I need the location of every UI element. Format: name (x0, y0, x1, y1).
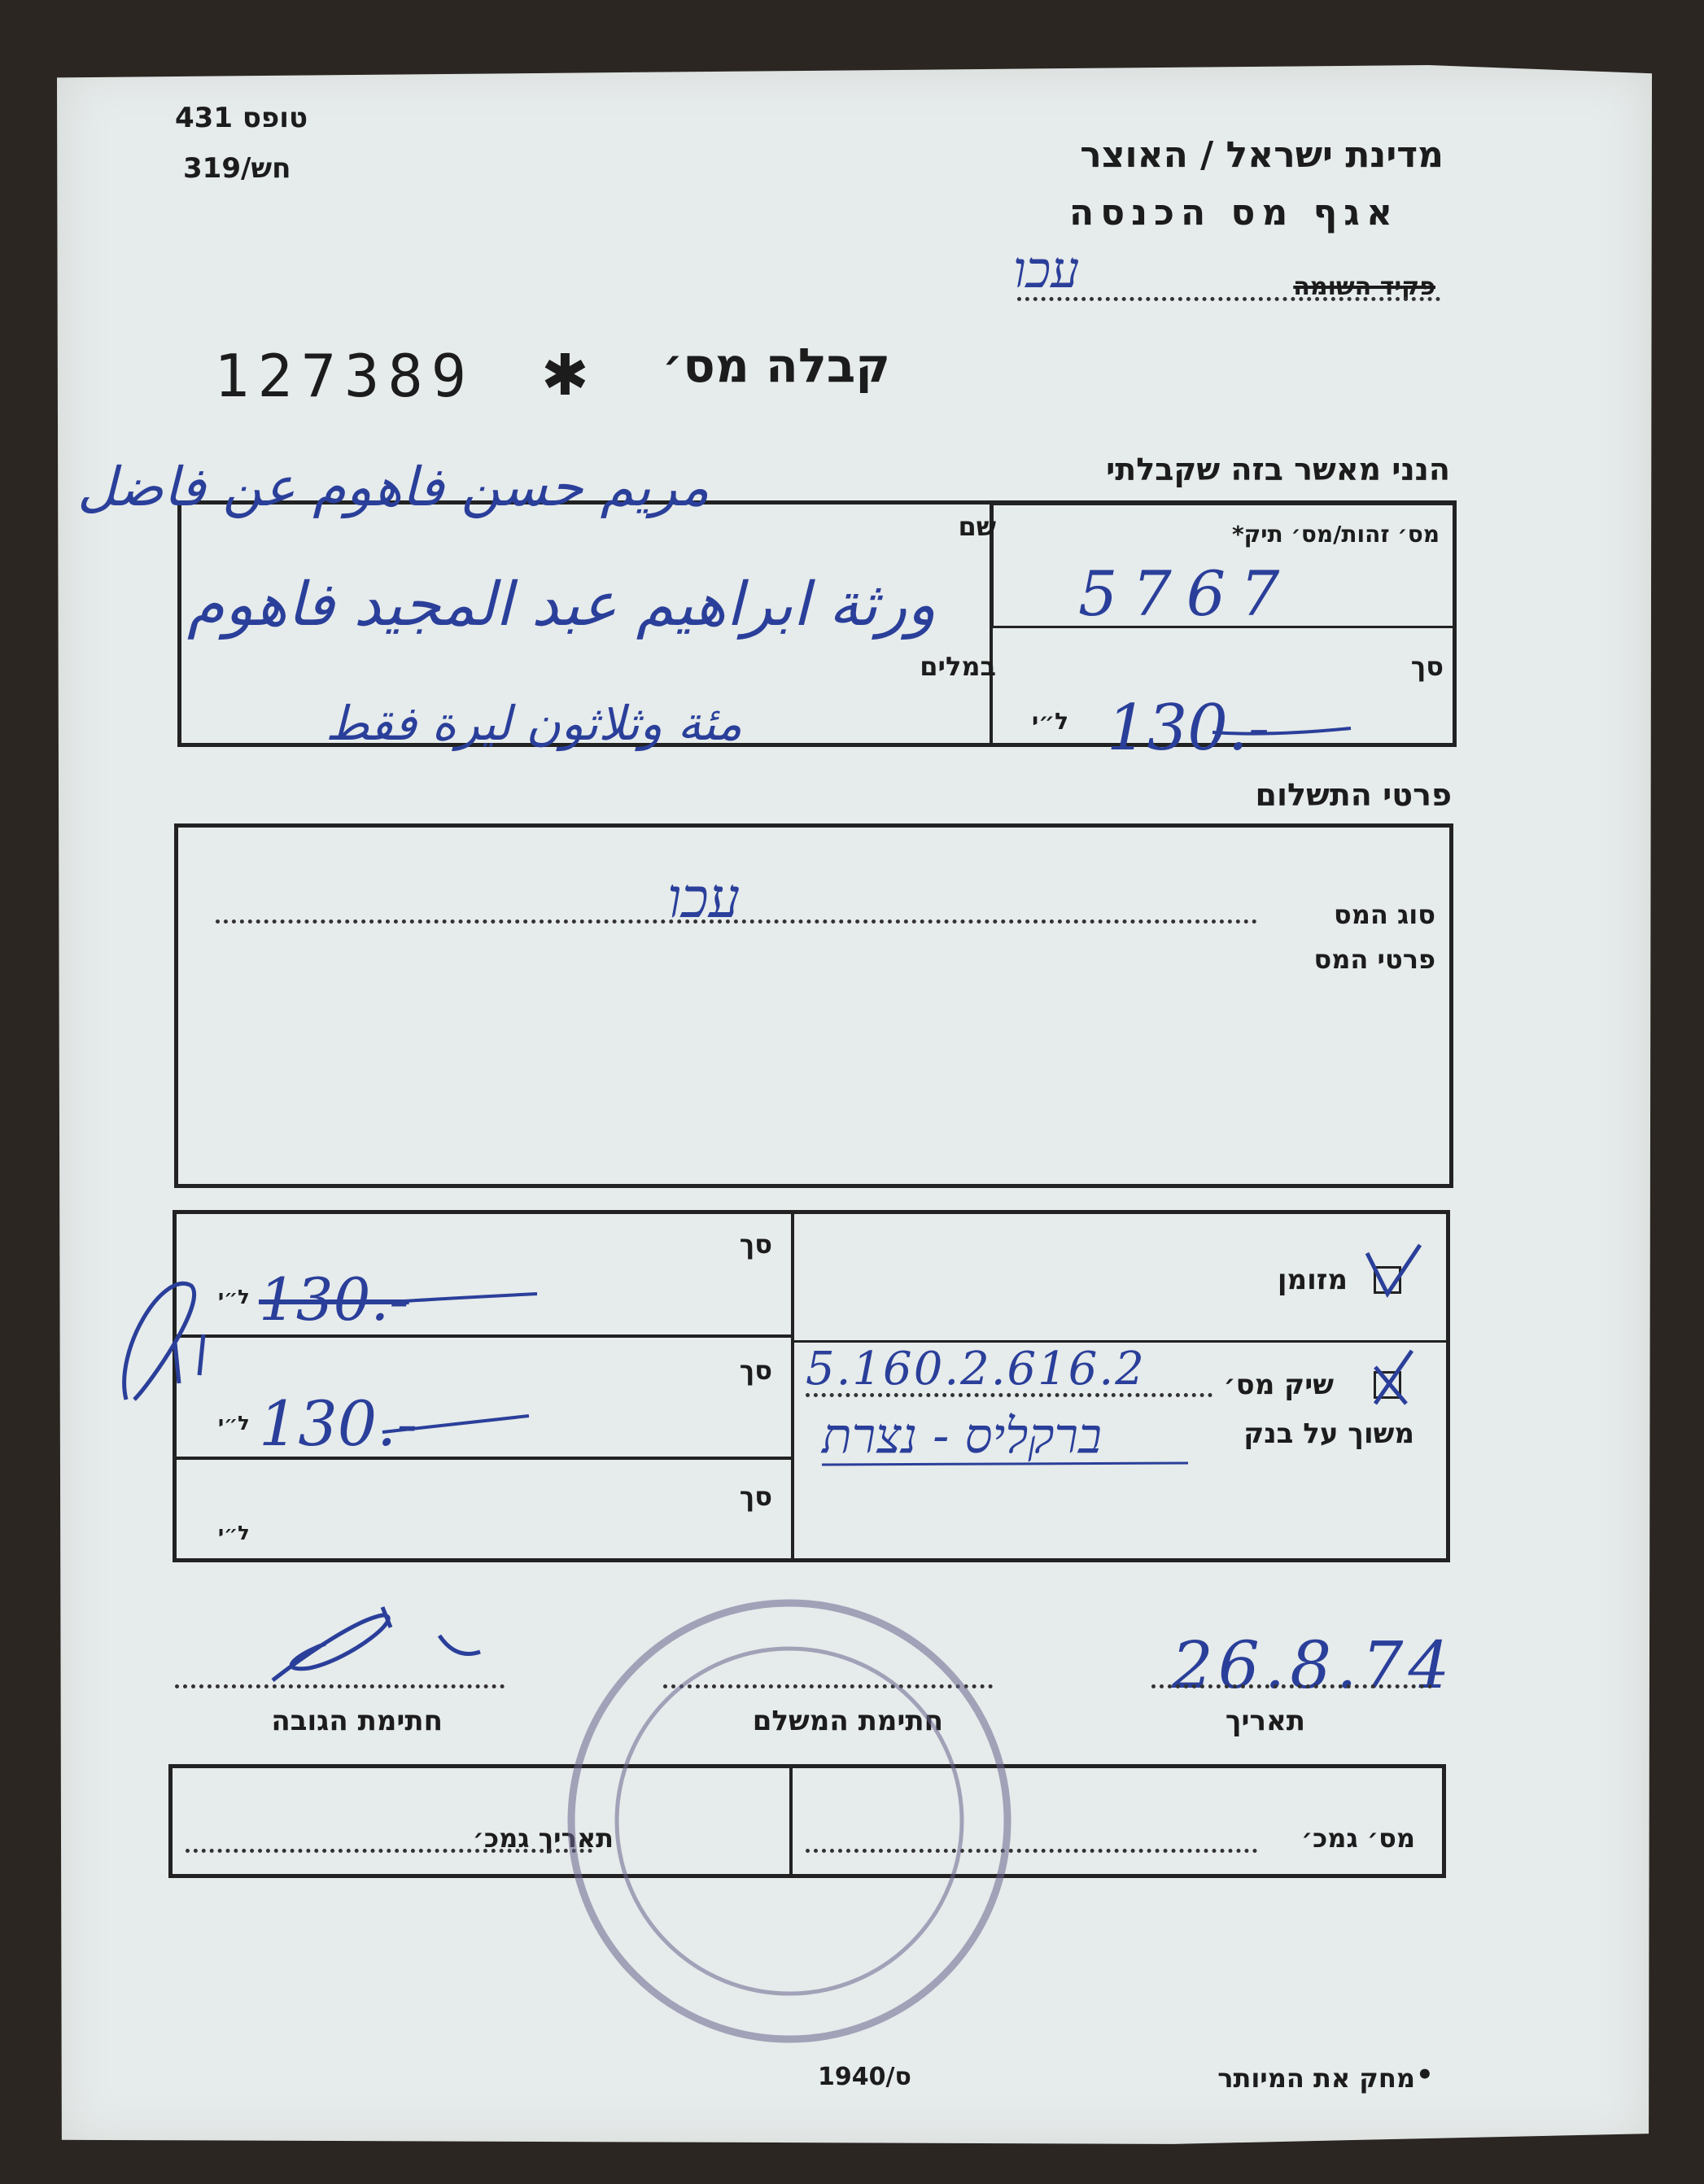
office-line (1017, 297, 1440, 301)
asterisk-icon: ✱ (541, 342, 589, 408)
payment-details-heading: פרטי התשלום (1255, 777, 1452, 813)
date-line (1151, 1684, 1432, 1688)
name-line-1: مريم حسن فاهوم عن فاضل (77, 456, 710, 518)
payer-sig-label: חתימת המשלם (752, 1705, 943, 1737)
confirm-text: הנני מאשר בזה שקבלתי (1106, 452, 1450, 487)
name-line-2: ورثة ابراهيم عبد المجيد فاهوم (187, 570, 937, 640)
name-label: שם (958, 511, 996, 542)
bullet-icon: • (1416, 2059, 1434, 2091)
words-label: במלים (920, 651, 996, 682)
currency-2: ל״י (218, 1412, 250, 1435)
methods-divider (791, 1210, 794, 1562)
ministry-title: מדינת ישראל / האוצר (1080, 134, 1444, 176)
cheque-label: שיק מס׳ (1223, 1369, 1334, 1401)
amount-cash-struck: 130.- (259, 1265, 409, 1334)
methods-row-1 (173, 1334, 791, 1338)
amount-label-1: סך (739, 1229, 772, 1260)
amount-label-3: סך (739, 1481, 772, 1512)
cash-checkbox[interactable] (1374, 1266, 1401, 1294)
cheque-number: 5.160.2.616.2 (806, 1343, 1146, 1396)
payer-sig-line (663, 1684, 993, 1688)
amount-currency: ל״י (1032, 708, 1069, 735)
delete-note: מחק את המיותר (1217, 2063, 1415, 2094)
gmach-date-label: תאריך גמכ׳ (472, 1823, 614, 1854)
amount-value: 130.- (1107, 692, 1270, 765)
date-label: תאריך (1225, 1705, 1305, 1737)
words-value: مئة وثلاثون ليرة فقط (326, 696, 743, 751)
cheque-checkbox[interactable] (1374, 1371, 1401, 1399)
gmach-box (168, 1764, 1446, 1878)
gmach-date-line (186, 1849, 592, 1853)
collector-sig-line (175, 1684, 505, 1688)
gmach-number-line (806, 1849, 1257, 1853)
bank-label: משוך על בנק (1243, 1417, 1414, 1450)
amount-label: סך (1410, 651, 1444, 682)
collector-sig-label: חתימת הגובה (271, 1705, 443, 1737)
tax-details-label: פרטי המס (1313, 944, 1435, 975)
id-value: 5767 (1078, 557, 1295, 630)
tax-type-value: עכו (667, 867, 741, 931)
currency-3: ל״י (218, 1522, 250, 1544)
gmach-number-label: מס׳ גמכ׳ (1300, 1823, 1415, 1854)
tax-type-label: סוג המס (1333, 899, 1435, 930)
bank-value: ברקליס - נצרת (822, 1408, 1102, 1465)
receipt-number: 127389 (214, 342, 475, 410)
department-title: אגף מס הכנסה (1069, 192, 1399, 234)
form-number: טופס 431 (175, 102, 308, 134)
form-code: חש/319 (183, 152, 291, 185)
office-label: פקיד השומה (1293, 273, 1435, 301)
office-value: עכו (1013, 240, 1080, 299)
payment-details-box (174, 823, 1453, 1188)
cash-label: מזומן (1277, 1264, 1348, 1296)
amount-label-2: סך (739, 1355, 772, 1386)
date-value: 26.8.74 (1172, 1627, 1455, 1703)
currency-1: ל״י (218, 1286, 250, 1308)
receipt-title: קבלה מס׳ (662, 338, 890, 393)
form-footer: ס/1940 (818, 2063, 911, 2091)
amount-cheque: 130.- (259, 1387, 417, 1460)
id-label: מס׳ זהות/מס׳ תיק* (1232, 521, 1440, 548)
gmach-divider (789, 1764, 793, 1878)
